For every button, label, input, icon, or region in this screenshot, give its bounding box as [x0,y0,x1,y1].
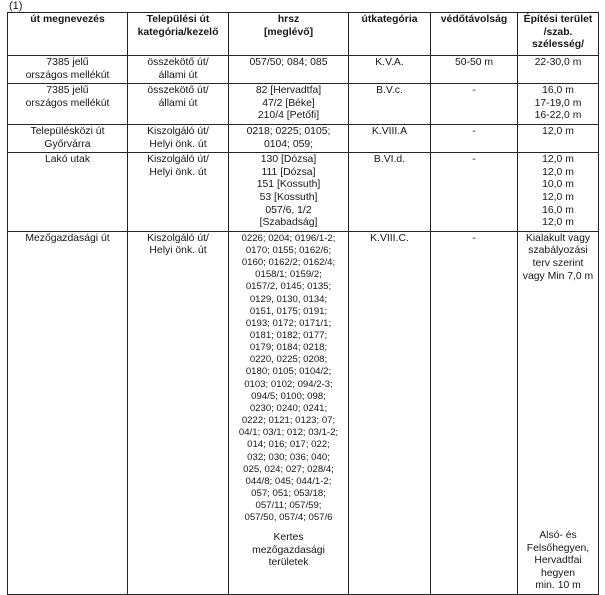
header-buffer-distance: védőtávolság [431,13,518,56]
cell-road-name: Mezőgazdasági út [8,231,128,594]
cell-road-name: Lakó utak [8,153,128,232]
cell-road-category: B.V.c. [349,84,431,125]
header-hrsz: hrsz [meglévő] [229,13,349,56]
cell-width: Kialakult vagy szabályozási terv szerint vagy Min 7,0 m Alsó- és Felsőhegyen, Hervadtfai hegyen min. 10 m [518,231,599,594]
cell-hrsz: 82 [Hervadtfa] 47/2 [Béke] 210/4 [Petőfi] [229,84,349,125]
cell-buffer: - [431,124,518,152]
table-row [8,84,599,125]
paragraph-number: (1) [9,0,23,12]
cell-buffer: 50-50 m [431,56,518,84]
header-road-name: út megnevezés [8,13,128,56]
header-construction-area: Építési terület /szab. szélesség/ [518,13,599,56]
cell-road-category: K.VIII.A [349,124,431,152]
cell-road-category: B.VI.d. [349,153,431,232]
cell-width: 12,0 m [518,124,599,152]
cell-width: 22-30,0 m [518,56,599,84]
cell-category: összekötő út/ állami út [128,84,229,125]
hrsz-note: Kertes mezőgazdasági területek [252,532,325,568]
cell-category: Kiszolgáló út/ Helyi önk. út [128,231,229,594]
table-header-row [8,13,599,56]
cell-spacer [520,283,596,530]
cell-hrsz: 130 [Dózsa] 111 [Dózsa] 151 [Kossuth] 53 [Kossuth] 057/6, 1/2 [Szabadság] [229,153,349,232]
table-row [8,231,599,594]
table-row [8,124,599,152]
cell-category: Kiszolgáló út/ Helyi önk. út [128,153,229,232]
cell-hrsz: 0218; 0225; 0105; 0104; 059; [229,124,349,152]
header-road-category: útkategória [349,13,431,56]
cell-road-category: K.VIII.C. [349,231,431,594]
cell-width: 16,0 m 17-19,0 m 16-22,0 m [518,84,599,125]
cell-width: 12,0 m 12,0 m 10,0 m 12,0 m 16,0 m 12,0 m [518,153,599,232]
cell-road-category: K.V.A. [349,56,431,84]
table-row [8,56,599,84]
cell-road-name: Településközi út Győrvárra [8,124,128,152]
cell-buffer: - [431,153,518,232]
cell-buffer: - [431,84,518,125]
cell-category: Kiszolgáló út/ Helyi önk. út [128,124,229,152]
header-category-manager: Települési út kategória/kezelő [128,13,229,56]
cell-category: összekötő út/ állami út [128,56,229,84]
cell-hrsz: 057/50; 084; 085 [229,56,349,84]
cell-road-name: 7385 jelű országos mellékút [8,56,128,84]
cell-road-name: 7385 jelű országos mellékút [8,84,128,125]
cell-buffer: - [431,231,518,594]
table-row [8,153,599,232]
road-classification-table [7,12,599,595]
cell-hrsz: 0226; 0204; 0196/1-2; 0170; 0155; 0162/6; 0160; 0162/2; 0162/4; 0158/1; 0159/2; 0157/2, 0145; 0135; 0129, 0130, 0134; 0151, 0175; 0191; 0193; 0172; 0171/1; 0181; 0182; 0177; 0179; 0184; 0218; 0220, 0225; 0208; 0180; 0105; 0104/2; 0103; 0102; 094/2-3; 094/5; 0100; 098; 0230; 0240; 0241; 0222; 0121; 0123; 07; 04/1; 03/1; 012; 03/1-2; 014; 016; 017; 022; 032; 030; 036; 040; 025, 024; 027; 028/4; 044/8; 045; 044/1-2; 057; 051; 053/18; 057/11; 057/59; 057/50, 057/4; 057/6 Kertes mezőgazdasági területek [229,231,349,594]
